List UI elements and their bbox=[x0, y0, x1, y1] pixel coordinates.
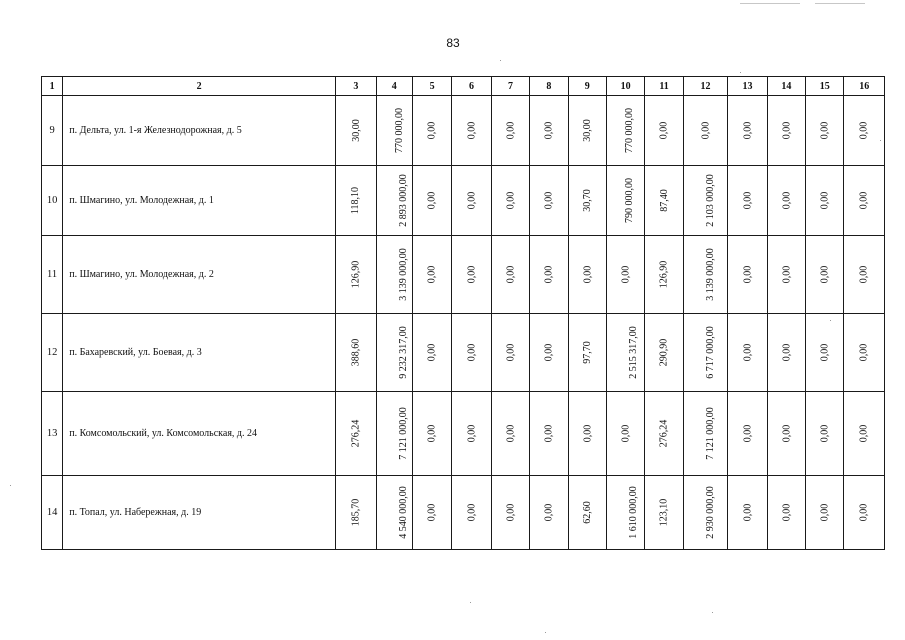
column-header: 13 bbox=[728, 77, 767, 96]
table-row bbox=[42, 314, 885, 392]
value-cell bbox=[412, 236, 451, 314]
column-header: 8 bbox=[530, 77, 568, 96]
value-text: 0,00 bbox=[819, 424, 831, 443]
value-cell bbox=[412, 392, 451, 476]
value-text: 0,00 bbox=[780, 503, 792, 522]
value-cell bbox=[530, 236, 568, 314]
value-cell bbox=[683, 96, 727, 166]
scan-speck bbox=[500, 60, 501, 61]
value-cell bbox=[728, 314, 767, 392]
value-cell bbox=[806, 392, 844, 476]
value-text: 0,00 bbox=[658, 121, 670, 140]
column-header: 9 bbox=[568, 77, 606, 96]
value-cell bbox=[568, 236, 606, 314]
value-text: 0,00 bbox=[581, 424, 593, 443]
value-text: 0,00 bbox=[581, 265, 593, 284]
value-text: 3 139 000,00 bbox=[397, 248, 409, 301]
address-cell: п. Дельта, ул. 1-я Железнодорожная, д. 5 bbox=[63, 96, 336, 166]
column-header: 2 bbox=[63, 77, 336, 96]
value-cell bbox=[683, 236, 727, 314]
value-text: 0,00 bbox=[426, 424, 438, 443]
value-cell bbox=[645, 392, 683, 476]
scan-speck bbox=[470, 602, 471, 603]
value-text: 0,00 bbox=[620, 424, 632, 443]
value-cell bbox=[376, 166, 412, 236]
value-text: 0,00 bbox=[741, 503, 753, 522]
table-row bbox=[42, 392, 885, 476]
scan-speck bbox=[830, 320, 831, 321]
value-cell bbox=[606, 166, 644, 236]
value-text: 0,00 bbox=[426, 343, 438, 362]
value-cell bbox=[452, 314, 491, 392]
value-text: 123,10 bbox=[658, 498, 670, 527]
address-cell: п. Шмагино, ул. Молодежная, д. 2 bbox=[63, 236, 336, 314]
value-text: 2 103 000,00 bbox=[704, 174, 716, 227]
value-text: 0,00 bbox=[858, 343, 870, 362]
scan-edge-line bbox=[815, 3, 865, 4]
address-cell: п. Шмагино, ул. Молодежная, д. 1 bbox=[63, 166, 336, 236]
value-cell bbox=[491, 392, 529, 476]
value-cell bbox=[336, 236, 376, 314]
value-cell bbox=[376, 314, 412, 392]
value-cell bbox=[491, 96, 529, 166]
column-header: 12 bbox=[683, 77, 727, 96]
value-text: 388,60 bbox=[350, 338, 362, 367]
value-text: 0,00 bbox=[466, 265, 478, 284]
value-cell bbox=[844, 236, 885, 314]
value-cell bbox=[336, 96, 376, 166]
value-cell bbox=[530, 392, 568, 476]
value-cell bbox=[336, 392, 376, 476]
value-cell bbox=[767, 96, 805, 166]
value-text: 0,00 bbox=[780, 121, 792, 140]
value-cell bbox=[606, 314, 644, 392]
value-text: 0,00 bbox=[504, 265, 516, 284]
value-text: 0,00 bbox=[466, 424, 478, 443]
column-header: 6 bbox=[452, 77, 491, 96]
value-cell bbox=[683, 314, 727, 392]
scan-edge-line bbox=[740, 3, 800, 4]
value-text: 0,00 bbox=[700, 121, 711, 140]
value-text: 0,00 bbox=[741, 424, 753, 443]
column-header: 14 bbox=[767, 77, 805, 96]
value-cell bbox=[645, 236, 683, 314]
value-cell bbox=[606, 392, 644, 476]
value-text: 30,00 bbox=[581, 119, 593, 142]
value-cell bbox=[683, 392, 727, 476]
value-text: 0,00 bbox=[741, 121, 753, 140]
value-text: 87,40 bbox=[658, 189, 670, 212]
value-text: 0,00 bbox=[426, 503, 438, 522]
value-text: 1 610 000,00 bbox=[627, 486, 639, 539]
row-number-cell: 13 bbox=[42, 392, 63, 476]
value-text: 0,00 bbox=[543, 343, 555, 362]
scan-speck bbox=[10, 485, 11, 486]
value-text: 9 232 317,00 bbox=[397, 326, 409, 379]
value-text: 290,90 bbox=[658, 338, 670, 367]
value-text: 0,00 bbox=[858, 503, 870, 522]
table-row bbox=[42, 96, 885, 166]
value-cell bbox=[452, 166, 491, 236]
value-cell bbox=[645, 166, 683, 236]
value-text: 0,00 bbox=[858, 121, 870, 140]
address-cell: п. Бахаревский, ул. Боевая, д. 3 bbox=[63, 314, 336, 392]
address-cell: п. Топал, ул. Набережная, д. 19 bbox=[63, 476, 336, 550]
value-cell bbox=[844, 314, 885, 392]
value-cell bbox=[568, 166, 606, 236]
value-text: 185,70 bbox=[350, 498, 362, 527]
value-cell bbox=[376, 392, 412, 476]
value-text: 0,00 bbox=[504, 121, 516, 140]
value-text: 0,00 bbox=[426, 121, 438, 140]
value-text: 0,00 bbox=[504, 503, 516, 522]
row-number-cell: 12 bbox=[42, 314, 63, 392]
value-cell bbox=[376, 96, 412, 166]
value-text: 0,00 bbox=[780, 265, 792, 284]
value-text: 0,00 bbox=[466, 503, 478, 522]
value-text: 2 930 000,00 bbox=[704, 486, 716, 539]
value-text: 0,00 bbox=[741, 191, 753, 210]
value-text: 7 121 000,00 bbox=[397, 407, 409, 460]
column-header: 10 bbox=[606, 77, 644, 96]
value-cell bbox=[767, 392, 805, 476]
value-cell bbox=[645, 96, 683, 166]
value-cell bbox=[530, 314, 568, 392]
value-cell bbox=[530, 476, 568, 550]
value-text: 0,00 bbox=[780, 191, 792, 210]
value-text: 0,00 bbox=[741, 343, 753, 362]
value-text: 0,00 bbox=[543, 191, 555, 210]
value-text: 4 540 000,00 bbox=[397, 486, 409, 539]
scan-speck bbox=[712, 612, 713, 613]
value-text: 0,00 bbox=[858, 191, 870, 210]
value-cell bbox=[767, 476, 805, 550]
value-cell bbox=[491, 236, 529, 314]
value-text: 7 121 000,00 bbox=[704, 407, 716, 460]
value-cell bbox=[806, 166, 844, 236]
value-cell bbox=[412, 476, 451, 550]
value-cell bbox=[336, 476, 376, 550]
value-cell bbox=[806, 236, 844, 314]
value-cell bbox=[728, 236, 767, 314]
column-header: 1 bbox=[42, 77, 63, 96]
value-text: 276,24 bbox=[658, 419, 670, 448]
value-text: 126,90 bbox=[350, 260, 362, 289]
row-number-cell: 14 bbox=[42, 476, 63, 550]
column-header: 11 bbox=[645, 77, 683, 96]
value-text: 0,00 bbox=[504, 191, 516, 210]
value-cell bbox=[645, 476, 683, 550]
value-cell bbox=[767, 166, 805, 236]
value-cell bbox=[767, 236, 805, 314]
value-text: 790 000,00 bbox=[623, 178, 635, 223]
value-text: 0,00 bbox=[466, 343, 478, 362]
column-header: 4 bbox=[376, 77, 412, 96]
scan-speck bbox=[880, 140, 881, 141]
value-cell bbox=[606, 476, 644, 550]
value-cell bbox=[376, 476, 412, 550]
value-text: 0,00 bbox=[466, 121, 478, 140]
value-text: 0,00 bbox=[543, 265, 555, 284]
value-text: 126,90 bbox=[658, 260, 670, 289]
value-cell bbox=[412, 166, 451, 236]
value-text: 30,70 bbox=[581, 189, 593, 212]
value-text: 0,00 bbox=[819, 191, 831, 210]
value-text: 0,00 bbox=[819, 265, 831, 284]
row-number-cell: 10 bbox=[42, 166, 63, 236]
column-header: 5 bbox=[412, 77, 451, 96]
value-cell bbox=[806, 476, 844, 550]
value-cell bbox=[606, 96, 644, 166]
value-text: 0,00 bbox=[543, 424, 555, 443]
value-cell bbox=[336, 314, 376, 392]
value-text: 0,00 bbox=[426, 191, 438, 210]
value-cell bbox=[412, 96, 451, 166]
value-text: 0,00 bbox=[741, 265, 753, 284]
value-text: 0,00 bbox=[426, 265, 438, 284]
value-text: 0,00 bbox=[780, 424, 792, 443]
value-text: 30,00 bbox=[350, 119, 362, 142]
page-number: 83 bbox=[446, 36, 460, 50]
value-cell bbox=[491, 166, 529, 236]
value-text: 0,00 bbox=[543, 121, 555, 140]
value-cell bbox=[606, 236, 644, 314]
value-cell bbox=[568, 314, 606, 392]
value-cell bbox=[452, 236, 491, 314]
column-header: 7 bbox=[491, 77, 529, 96]
value-text: 2 515 317,00 bbox=[627, 326, 639, 379]
value-cell bbox=[376, 236, 412, 314]
value-text: 0,00 bbox=[819, 121, 831, 140]
value-text: 0,00 bbox=[858, 424, 870, 443]
value-cell bbox=[844, 476, 885, 550]
table-row bbox=[42, 166, 885, 236]
column-header-row bbox=[42, 77, 885, 96]
value-text: 276,24 bbox=[350, 419, 362, 448]
value-cell bbox=[683, 476, 727, 550]
value-cell bbox=[683, 166, 727, 236]
value-cell bbox=[844, 166, 885, 236]
value-cell bbox=[728, 476, 767, 550]
value-text: 0,00 bbox=[620, 265, 632, 284]
value-cell bbox=[491, 314, 529, 392]
value-cell bbox=[336, 166, 376, 236]
value-cell bbox=[806, 314, 844, 392]
table-row bbox=[42, 236, 885, 314]
value-text: 97,70 bbox=[581, 341, 593, 364]
value-cell bbox=[728, 392, 767, 476]
address-cell: п. Комсомольский, ул. Комсомольская, д. 24 bbox=[63, 392, 336, 476]
value-text: 0,00 bbox=[819, 503, 831, 522]
row-number-cell: 11 bbox=[42, 236, 63, 314]
value-cell bbox=[806, 96, 844, 166]
value-text: 0,00 bbox=[819, 343, 831, 362]
column-header: 3 bbox=[336, 77, 376, 96]
value-text: 118,10 bbox=[350, 186, 362, 215]
table-row bbox=[42, 476, 885, 550]
value-text: 0,00 bbox=[504, 424, 516, 443]
value-text: 770 000,00 bbox=[393, 108, 405, 153]
value-cell bbox=[568, 96, 606, 166]
row-number-cell: 9 bbox=[42, 96, 63, 166]
value-text: 0,00 bbox=[780, 343, 792, 362]
value-text: 62,60 bbox=[581, 501, 593, 524]
value-text: 2 893 000,00 bbox=[397, 174, 409, 227]
value-text: 3 139 000,00 bbox=[704, 248, 716, 301]
value-cell bbox=[844, 96, 885, 166]
column-header: 16 bbox=[844, 77, 885, 96]
value-cell bbox=[645, 314, 683, 392]
value-text: 0,00 bbox=[466, 191, 478, 210]
value-text: 6 717 000,00 bbox=[704, 326, 716, 379]
value-cell bbox=[452, 392, 491, 476]
value-text: 770 000,00 bbox=[623, 108, 635, 153]
value-cell bbox=[412, 314, 451, 392]
value-cell bbox=[491, 476, 529, 550]
value-text: 0,00 bbox=[504, 343, 516, 362]
value-cell bbox=[728, 96, 767, 166]
value-cell bbox=[530, 96, 568, 166]
value-cell bbox=[844, 392, 885, 476]
scan-speck bbox=[740, 72, 741, 73]
value-text: 0,00 bbox=[858, 265, 870, 284]
value-cell bbox=[728, 166, 767, 236]
value-cell bbox=[530, 166, 568, 236]
value-cell bbox=[452, 476, 491, 550]
value-cell bbox=[568, 392, 606, 476]
value-cell bbox=[452, 96, 491, 166]
value-text: 0,00 bbox=[543, 503, 555, 522]
scan-speck bbox=[545, 632, 546, 633]
value-cell bbox=[767, 314, 805, 392]
data-table bbox=[41, 76, 885, 550]
column-header: 15 bbox=[806, 77, 844, 96]
value-cell bbox=[568, 476, 606, 550]
